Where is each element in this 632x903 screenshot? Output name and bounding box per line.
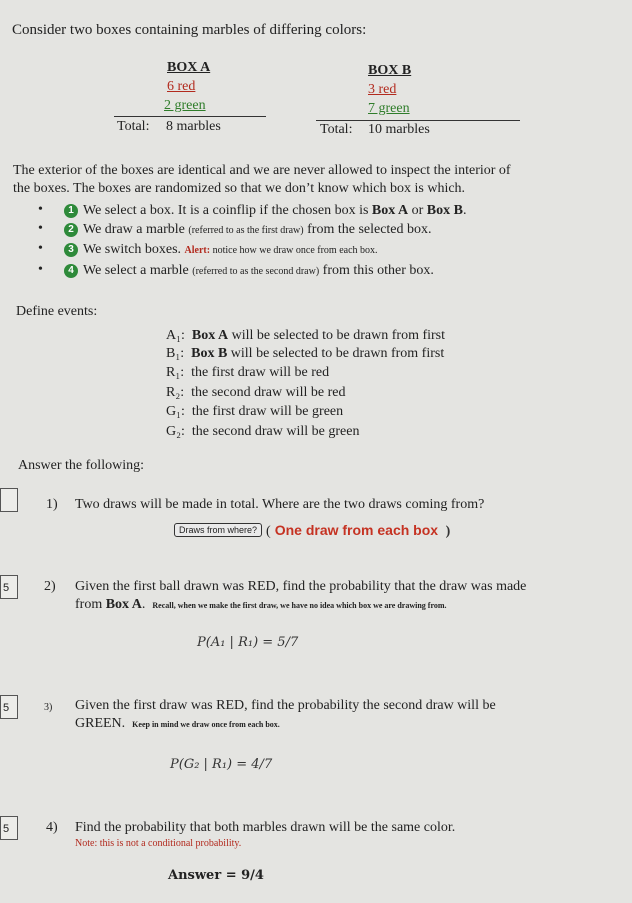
q3-line-1: Given the first draw was RED, find the probability the second draw will be [75,698,496,713]
event-symbol: B₁: [166,346,185,361]
event-bold: Box A [191,328,229,343]
box-b-total: 10 marbles [368,122,430,137]
bracket-icon: ) [442,524,451,539]
step-3-alert: Alert: [184,245,211,256]
q1-answer: One draw from each box [274,522,439,538]
q1-chip: Draws from where? [174,523,262,537]
event-text: the first draw will be green [191,404,344,419]
event-text: the second draw will be green [191,424,360,439]
step-1-text: We select a box. It is a coinflip if the chosen box is [83,203,372,218]
step-3-note: notice how we draw once from each box. [210,245,378,256]
q4-line-1: Find the probability that both marbles drawn will be the same color. [75,820,456,835]
box-a-red: 6 red [167,79,196,94]
event-text: will be selected to be drawn from first [228,328,446,343]
score-box-q3[interactable]: 5 [0,695,18,719]
step-4 [64,263,434,279]
event-symbol: G₂: [166,424,185,439]
q3-hint: Keep in mind we draw once from each box. [132,720,280,729]
event-g1 [166,404,343,420]
bullet-icon: • [38,262,43,277]
step-number-icon: 4 [64,264,78,278]
box-a-green: 2 green [164,98,206,113]
box-b-rule [316,120,520,121]
score-box-q4[interactable]: 5 [0,816,18,840]
box-a-total: 8 marbles [166,119,221,134]
event-symbol: A₁: [166,328,185,343]
q2-line-2-pre: from [75,597,106,612]
step-4-text: We select a marble [83,263,193,278]
paragraph-line-2: the boxes. The boxes are randomized so that we don’t know which box is which. [13,181,466,196]
q4-note: Note: this is not a conditional probability. [75,838,242,849]
score-box-q2[interactable]: 5 [0,575,18,599]
define-events-label: Define events: [16,304,98,319]
event-b1 [166,346,444,362]
box-b-red: 3 red [368,82,397,97]
box-b-green: 7 green [368,101,410,116]
q1-answer-row: Draws from where? ( One draw from each box ) [174,522,450,540]
step-1-end: . [462,203,467,218]
event-g2 [166,424,359,440]
step-number-icon: 2 [64,223,78,237]
step-2-end: from the selected box. [303,222,432,237]
q2-line-2-end: . [141,597,146,612]
step-2-note: (referred to as the first draw) [188,225,304,236]
q3-number: 3) [44,702,53,713]
step-1 [64,203,466,219]
step-2-text: We draw a marble [83,222,189,237]
event-text: the first draw will be red [191,365,330,380]
box-b-title: BOX B [368,63,412,78]
event-symbol: G₁: [166,404,185,419]
box-b-total-label: Total: [320,122,353,137]
q1-number: 1) [46,497,58,512]
step-4-end: from this other box. [319,263,434,278]
paragraph-line-1: The exterior of the boxes are identical and we are never allowed to inspect the interior of [13,163,511,178]
q2-hint: Recall, when we make the first draw, we have no idea which box we are drawing from. [152,601,447,610]
step-number-icon: 1 [64,204,78,218]
q1-text: Two draws will be made in total. Where are the two draws coming from? [75,497,485,512]
event-symbol: R₂: [166,385,185,400]
step-2 [64,222,432,238]
event-bold: Box B [191,346,228,361]
step-4-note: (referred to as the second draw) [192,266,320,277]
step-3-text: We switch boxes. [83,242,185,257]
box-a-rule [114,116,266,117]
event-text: will be selected to be drawn from first [227,346,445,361]
event-symbol: R₁: [166,365,185,380]
box-a-title: BOX A [167,60,211,75]
q2-work: P(A₁ | R₁) = 5/7 [197,635,299,650]
q2-number: 2) [44,579,56,594]
q3-line-2 [75,716,280,732]
event-text: the second draw will be red [191,385,346,400]
q3-work: P(G₂ | R₁) = 4/7 [170,757,273,772]
bullet-icon: • [38,221,43,236]
step-1-box-a: Box A [371,203,409,218]
intro-text: Consider two boxes containing marbles of differing colors: [12,22,367,38]
q4-answer: Answer = 9/4 [168,868,264,883]
bullet-icon: • [38,202,43,217]
answer-following-label: Answer the following: [18,458,144,473]
q2-box-a: Box A [105,597,142,612]
box-a-total-label: Total: [117,119,150,134]
step-number-icon: 3 [64,243,78,257]
step-1-or: or [408,203,427,218]
q3-green: GREEN. [75,716,126,731]
event-r1 [166,365,329,381]
step-3 [64,242,378,258]
event-r2 [166,385,345,401]
score-box-q1[interactable] [0,488,18,512]
event-a1 [166,328,445,344]
step-1-box-b: Box B [426,203,463,218]
q4-number: 4) [46,820,58,835]
q2-line-1: Given the first ball drawn was RED, find the probability that the draw was made [75,579,527,594]
q2-line-2 [75,597,447,613]
bullet-icon: • [38,241,43,256]
